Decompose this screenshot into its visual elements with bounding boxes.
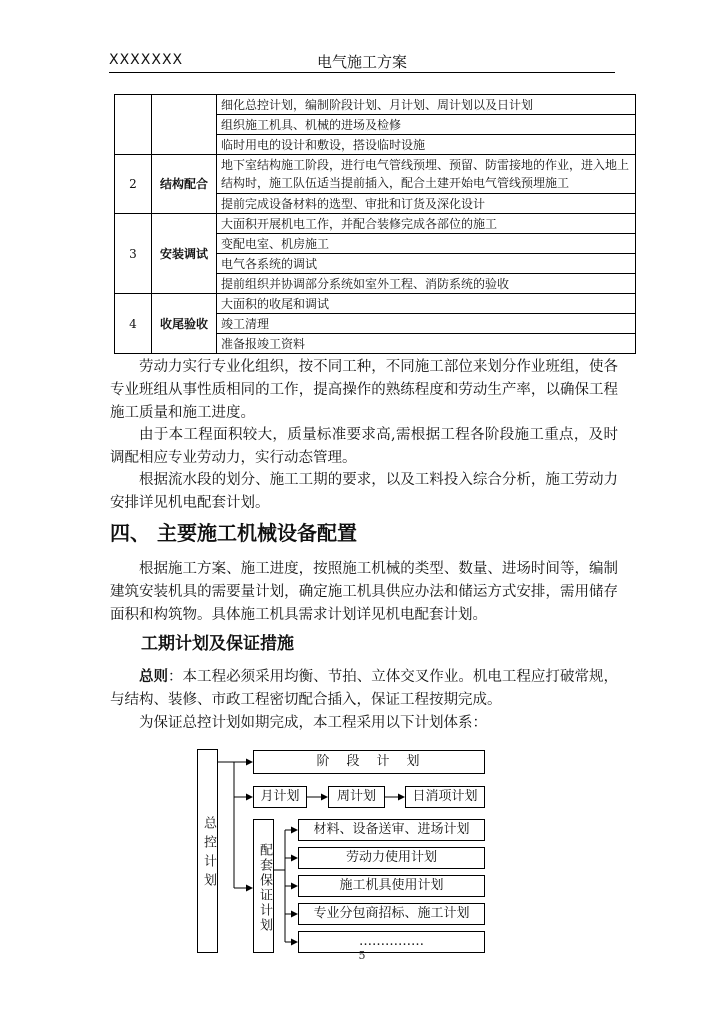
paragraph-labor-arrangement: 根据流水段的划分、施工工期的要求，以及工料投入综合分析，施工劳动力安排详见机电配套计划。 [110,472,618,511]
paragraph-labor-organization: 劳动力实行专业化组织，按不同工种，不同施工部位来划分作业班组，使各专业班组从事性质相同的工作，提高操作的熟练程度和劳动生产率，以确保工程施工质量和施工进度。 [110,359,618,421]
support-plan-box: 配套保证计划 [253,819,274,953]
section-heading-equipment: 四、 主要施工机械设备配置 [110,521,357,545]
phase-task: 准备报竣工资料 [217,334,636,354]
phase-stage: 收尾验收 [152,294,217,354]
phase-task: 变配电室、机房施工 [217,234,636,254]
paragraph-equipment-plan: 根据施工方案、施工进度，按照施工机械的类型、数量、进场时间等，编制建筑安装机具的需要量计划，确定施工机具供应办法和储运方式安排，需用储存面积和构筑物。具体施工机具需求计划详见机电配套计划。 [110,561,618,623]
phase-task: 竣工清理 [217,314,636,334]
phase-task: 临时用电的设计和敷设，搭设临时设施 [217,135,636,155]
phase-task: 细化总控计划，编制阶段计划、月计划、周计划以及日计划 [217,95,636,115]
phase-task: 提前组织并协调部分系统如室外工程、消防系统的验收 [217,274,636,294]
stage-plan-box: 阶 段 计 划 [253,750,485,774]
paragraph-plan-system-intro: 为保证总控计划如期完成，本工程采用以下计划体系： [139,715,487,731]
phase-task: 提前完成设备材料的选型、审批和订货及深化设计 [217,194,636,214]
general-principle-text: ：本工程必须采用均衡、节拍、立体交叉作业。机电工程应打破常规，与结构、装修、市政工程密切配合插入，保证工程按期完成。 [110,669,618,708]
daily-plan-box: 日消项计划 [405,786,485,808]
phase-task: 电气各系统的调试 [217,254,636,274]
sub-plan-box: …………… [298,931,485,953]
phase-task: 大面积的收尾和调试 [217,294,636,314]
phase-task: 地下室结构施工阶段，进行电气管线预埋、预留、防雷接地的作业，进入地上结构时，施工队伍适当提前插入，配合土建开始电气管线预埋施工 [217,155,636,194]
phase-number: 4 [115,294,152,354]
subsection-heading-schedule: 工期计划及保证措施 [141,634,294,654]
phase-stage: 安装调试 [152,214,217,294]
sub-plan-box: 材料、设备送审、进场计划 [298,819,485,841]
phase-task: 组织施工机具、机械的进场及检修 [217,115,636,135]
header-title: 电气施工方案 [316,53,407,71]
month-plan-box: 月计划 [253,786,307,808]
phase-number: 3 [115,214,152,294]
header-doc-code: XXXXXXX [109,52,184,68]
sub-plan-box: 专业分包商招标、施工计划 [298,903,485,925]
phase-number: 2 [115,155,152,214]
master-plan-box: 总控计划 [197,749,218,953]
phase-task: 大面积开展机电工作，并配合装修完成各部位的施工 [217,214,636,234]
week-plan-box: 周计划 [328,786,385,808]
sub-plan-box: 劳动力使用计划 [298,847,485,869]
general-principle-label: 总则 [139,669,169,685]
sub-plan-box: 施工机具使用计划 [298,875,485,897]
page-number: 5 [358,949,366,962]
paragraph-dynamic-management: 由于本工程面积较大，质量标准要求高,需根据工程各阶段施工重点，及时调配相应专业劳动力，实行动态管理。 [110,427,618,466]
phase-stage: 结构配合 [152,155,217,214]
